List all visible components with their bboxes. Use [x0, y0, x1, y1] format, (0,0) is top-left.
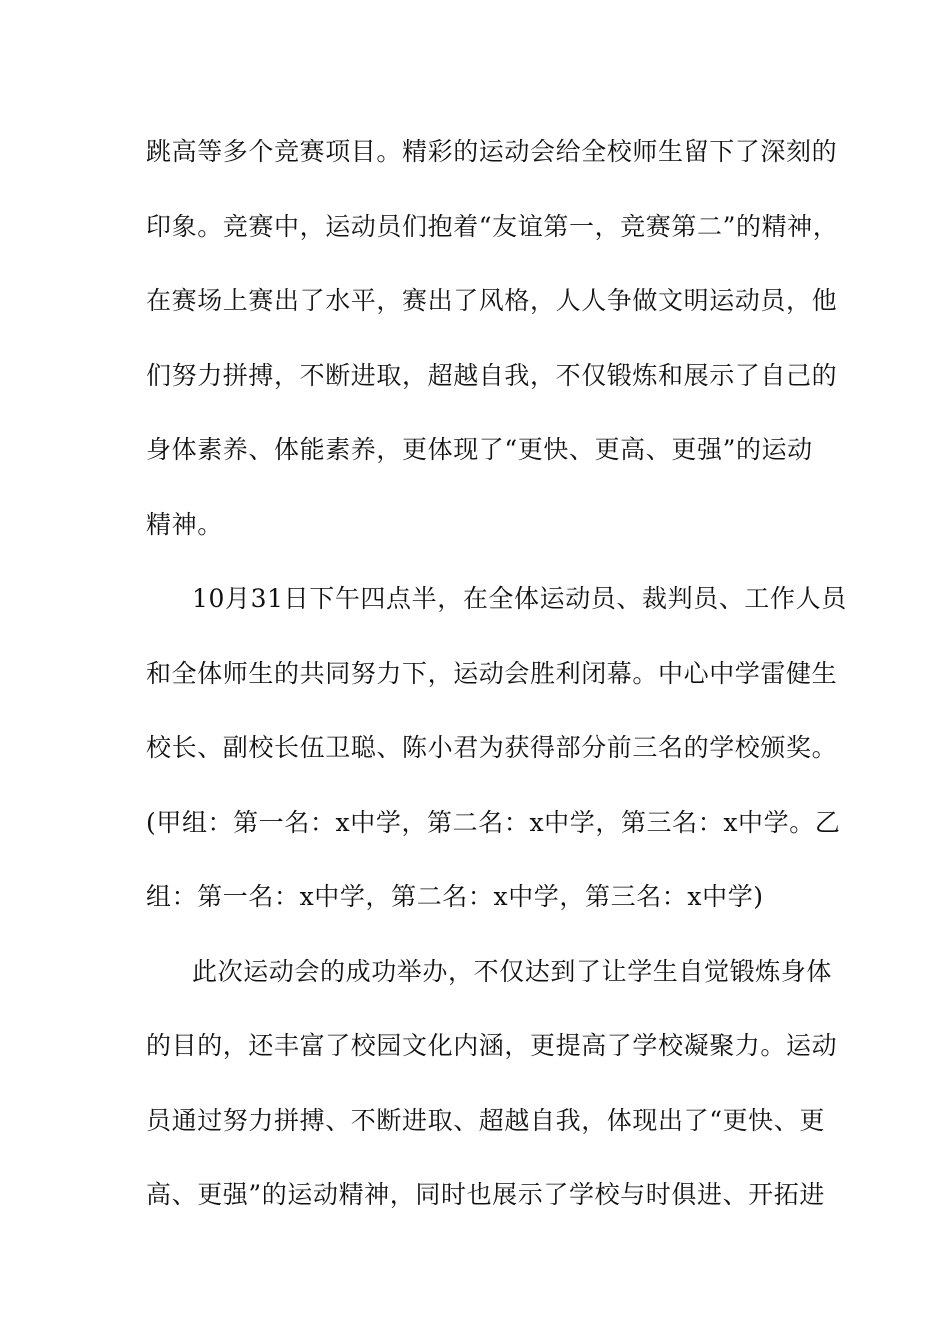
text-line-1: 跳高等多个竞赛项目。精彩的运动会给全校师生留下了深刻的: [146, 137, 838, 166]
text-line-5: 身体素养、体能素养，更体现了“更快、更高、更强”的运动: [146, 435, 813, 464]
text-line-6: 精神。: [146, 510, 223, 539]
text-line-15: 高、更强”的运动精神，同时也展示了学校与时俱进、开拓进: [146, 1180, 825, 1209]
text-line-7: 10月31日下午四点半，在全体运动员、裁判员、工作人员: [192, 584, 847, 613]
text-line-10: (甲组：第一名：x中学，第二名：x中学，第三名：x中学。乙: [146, 808, 841, 837]
text-line-9: 校长、副校长伍卫聪、陈小君为获得部分前三名的学校颁奖。: [146, 733, 838, 762]
text-line-3: 在赛场上赛出了水平，赛出了风格，人人争做文明运动员，他: [146, 286, 838, 315]
text-line-11: 组：第一名：x中学，第二名：x中学，第三名：x中学): [146, 882, 764, 911]
text-line-12: 此次运动会的成功举办，不仅达到了让学生自觉锻炼身体: [192, 957, 833, 986]
text-line-2: 印象。竞赛中，运动员们抱着“友谊第一，竞赛第二”的精神，: [146, 212, 839, 241]
text-line-14: 员通过努力拼搏、不断进取、超越自我，体现出了“更快、更: [146, 1106, 825, 1135]
text-line-4: 们努力拼搏，不断进取，超越自我，不仅锻炼和展示了自己的: [146, 361, 838, 390]
text-line-13: 的目的，还丰富了校园文化内涵，更提高了学校凝聚力。运动: [146, 1031, 838, 1060]
text-line-8: 和全体师生的共同努力下，运动会胜利闭幕。中心中学雷健生: [146, 659, 838, 688]
